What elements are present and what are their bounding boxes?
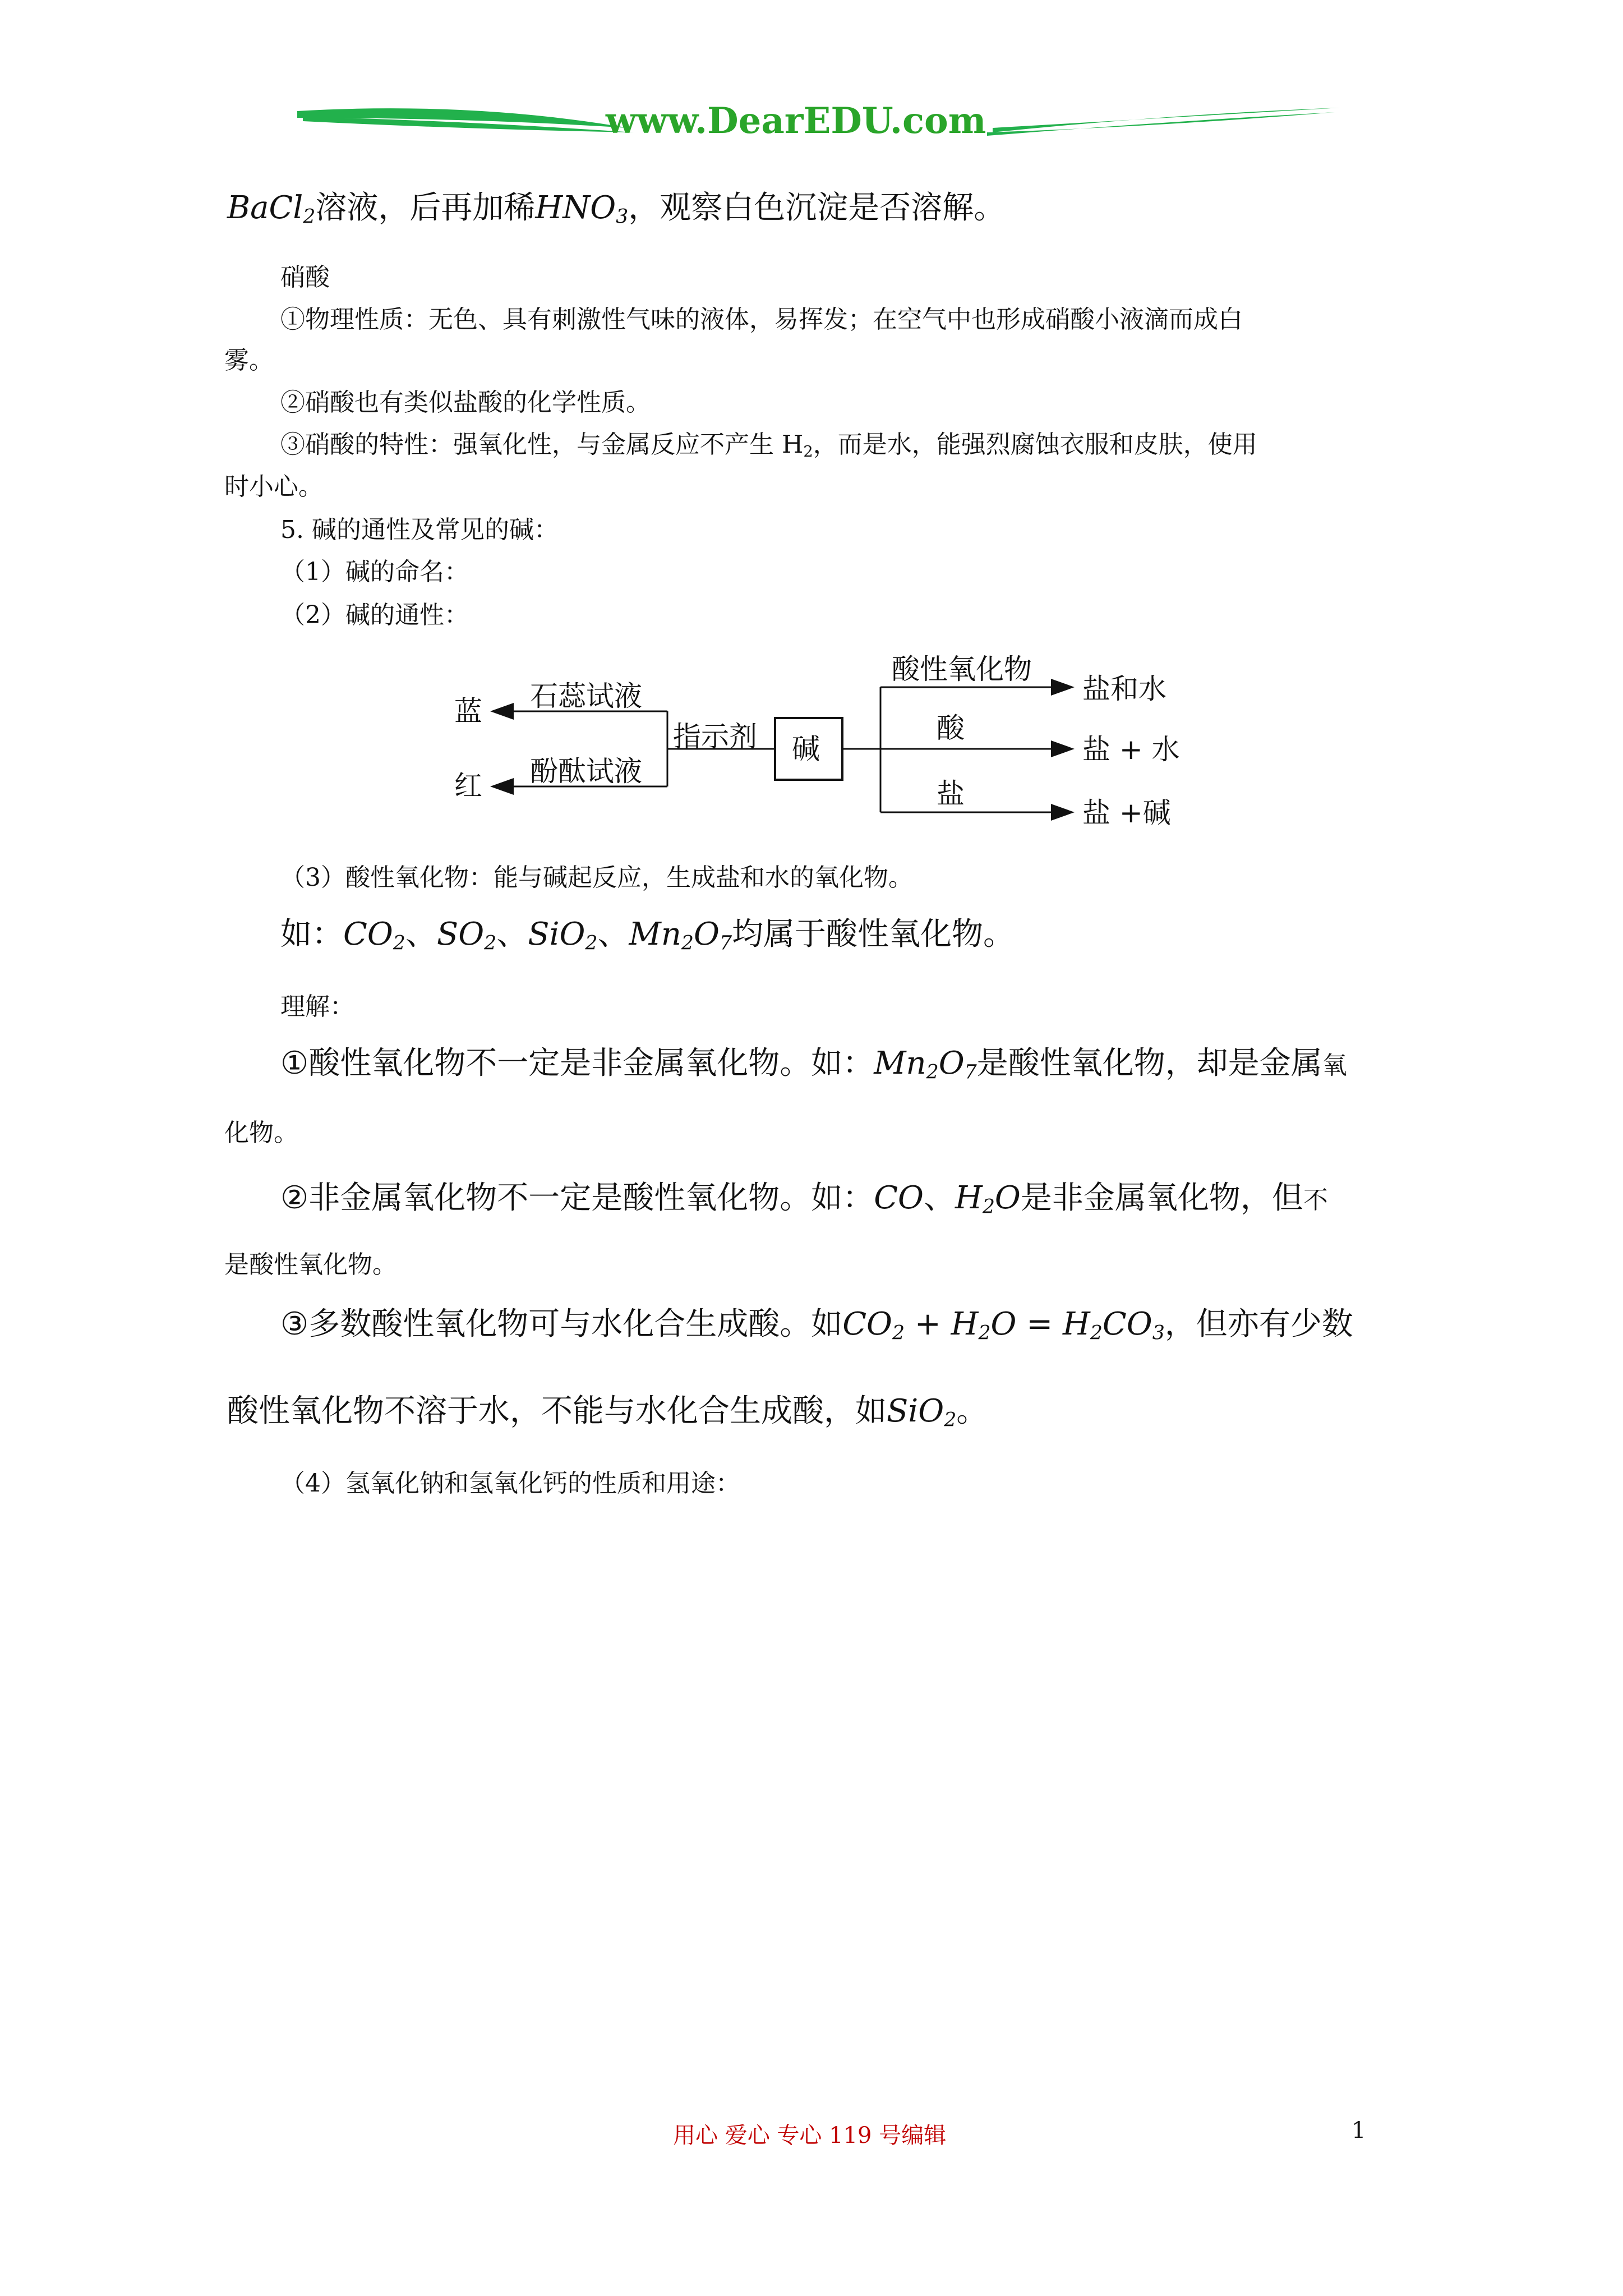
sub: 2 [982, 1195, 995, 1218]
diagram-litmus: 石蕊试液 [530, 680, 642, 712]
understand-label: 理解： [280, 992, 354, 1021]
text: 均属于酸性氧化物。 [732, 916, 1015, 953]
formula-text: O [938, 1045, 965, 1082]
text: 氧 [1322, 1051, 1347, 1080]
text: 是非金属氧化物，但 [1020, 1180, 1303, 1216]
bacl2-line [227, 188, 1005, 237]
text: 溶液，后再加稀 [315, 190, 536, 226]
base-s2: （2）碱的通性： [280, 601, 469, 629]
page-number: 1 [1352, 2118, 1366, 2143]
formula-sio2 [887, 1393, 957, 1432]
sub: 7 [719, 932, 732, 955]
formula-h2o [955, 1180, 1021, 1216]
header-swoosh-left [292, 95, 651, 157]
header-swoosh-right [987, 95, 1346, 157]
sub: 2 [803, 443, 813, 461]
base-properties-diagram [437, 645, 1223, 847]
header-site-name: www.DearEDU.com [606, 100, 986, 142]
sub: 2 [585, 932, 598, 955]
text: ，但亦有少数 [1164, 1306, 1353, 1342]
understand-2b: 是酸性氧化物。 [224, 1250, 397, 1279]
formula-co: CO [874, 1180, 924, 1216]
sub: 2 [944, 1409, 957, 1432]
formula-text: BaCl [227, 190, 303, 226]
diagram-red: 红 [454, 770, 482, 802]
formula-text: CO [842, 1306, 892, 1342]
formula-text: O [990, 1306, 1017, 1342]
sep: 、 [496, 916, 528, 953]
sub: 2 [978, 1322, 991, 1345]
nitric-p1b: 雾。 [224, 346, 274, 375]
formula-so2 [437, 916, 496, 953]
diagram-blue: 蓝 [454, 695, 482, 728]
nitric-title: 硝酸 [280, 263, 330, 292]
formula-sub: 3 [616, 205, 629, 228]
formula-hno3 [535, 190, 628, 226]
formula-sio2 [528, 916, 597, 953]
op: + [905, 1306, 951, 1342]
understand-1b: 化物。 [224, 1119, 298, 1147]
diagram-acid: 酸 [937, 712, 965, 744]
formula-sub: 2 [303, 205, 316, 228]
nitric-p1a: ①物理性质：无色、具有刺激性气味的液体，易挥发；在空气中也形成硝酸小液滴而成白 [280, 305, 1243, 334]
formula-co2 [343, 916, 405, 953]
nitric-p3b: 时小心。 [224, 472, 323, 501]
formula-mn2o7 [874, 1045, 977, 1082]
diagram-result-3: 盐 +碱 [1082, 797, 1171, 829]
formula-text: CO [1102, 1306, 1152, 1342]
understand-2 [280, 1178, 1328, 1227]
diagram-indicator: 指示剂 [673, 720, 757, 753]
equation [842, 1306, 1165, 1345]
text: 如： [280, 916, 343, 953]
text: 。 [956, 1393, 988, 1429]
text: 是酸性氧化物，却是金属 [976, 1045, 1322, 1082]
text: ，而是水，能强烈腐蚀衣服和皮肤，使用 [813, 430, 1257, 459]
sub: 2 [926, 1061, 939, 1084]
base-s1: （1）碱的命名： [280, 558, 469, 586]
text: ，观察白色沉淀是否溶解。 [628, 190, 1006, 226]
formula-text: H [951, 1306, 979, 1342]
diagram-center-label: 碱 [792, 733, 820, 765]
nitric-p2: ②硝酸也有类似盐酸的化学性质。 [280, 388, 651, 417]
op: = [1016, 1306, 1063, 1342]
text: ①酸性氧化物不一定是非金属氧化物。如： [280, 1045, 874, 1082]
sub: 2 [393, 932, 405, 955]
text: 酸性氧化物不溶于水，不能与水化合生成酸，如 [227, 1393, 887, 1429]
base-heading: 5. 碱的通性及常见的碱： [280, 516, 559, 544]
acid-oxide-s3: （3）酸性氧化物：能与碱起反应，生成盐和水的氧化物。 [280, 863, 913, 892]
formula-text: SO [436, 916, 485, 953]
sub: 2 [681, 932, 694, 955]
formula-bacl2 [227, 190, 315, 226]
diagram-result-1: 盐和水 [1082, 673, 1166, 705]
diagram-result-2: 盐 + 水 [1082, 733, 1180, 766]
text: ②非金属氧化物不一定是酸性氧化物。如： [280, 1180, 874, 1216]
formula-text: O [694, 916, 720, 953]
sub: 7 [964, 1061, 977, 1084]
sep: 、 [405, 916, 437, 953]
formula-mn2o7 [629, 916, 732, 953]
sub: 2 [1090, 1322, 1103, 1345]
formula-text: HNO [535, 190, 616, 226]
diagram-salt: 盐 [937, 777, 965, 810]
diagram-acid-oxide: 酸性氧化物 [892, 653, 1032, 685]
nitric-p3a [280, 428, 1257, 469]
diagram-phenol: 酚酞试液 [530, 755, 642, 788]
formula-text: Mn [629, 916, 681, 953]
acid-oxide-s4: （4）氢氧化钠和氢氧化钙的性质和用途： [280, 1469, 740, 1498]
formula-text: SiO [528, 916, 585, 953]
sub: 2 [484, 932, 497, 955]
text: 不 [1303, 1186, 1328, 1214]
text: ③硝酸的特性：强氧化性，与金属反应不产生 H [280, 430, 804, 459]
understand-3 [280, 1304, 1353, 1354]
header-banner [292, 95, 1346, 157]
acid-oxide-examples [280, 914, 1015, 964]
formula-text: H [955, 1180, 983, 1216]
sep: 、 [597, 916, 629, 953]
text: ③多数酸性氧化物可与水化合生成酸。如 [280, 1306, 843, 1342]
formula-text: O [994, 1180, 1021, 1216]
formula-text: Mn [874, 1045, 926, 1082]
formula-text: H [1062, 1306, 1090, 1342]
sub: 2 [892, 1322, 905, 1345]
sep: 、 [923, 1180, 955, 1216]
understand-3b [227, 1391, 988, 1441]
formula-text: CO [343, 916, 393, 953]
formula-text: SiO [887, 1393, 944, 1429]
footer-text: 用心 爱心 专心 119 号编辑 [673, 2123, 947, 2148]
sub: 3 [1152, 1322, 1165, 1345]
understand-1 [280, 1043, 1347, 1093]
